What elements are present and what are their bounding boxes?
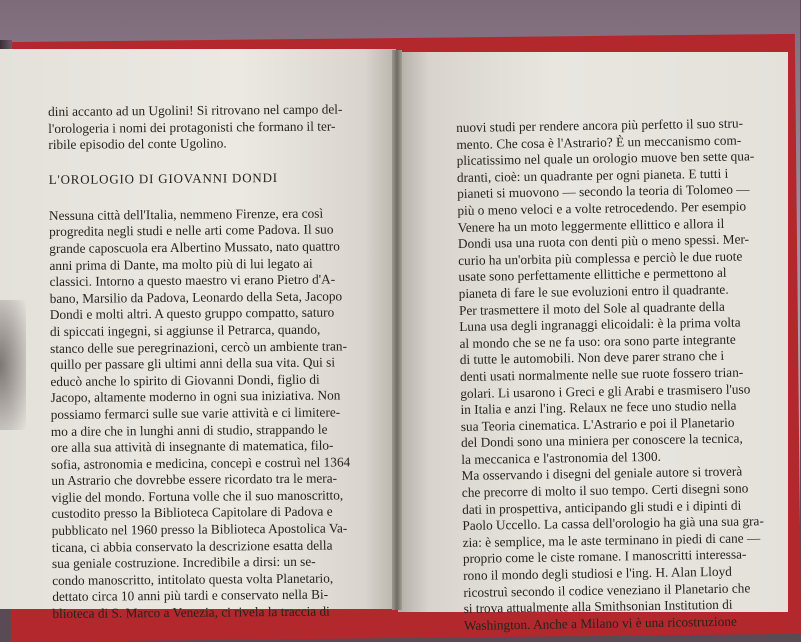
text-line: possiamo fermarci sulle sue varie attività e ci limitere- <box>50 404 341 422</box>
text-line: in Italia e anzi l'ing. Relaux ne fece uno studio nella <box>460 397 737 418</box>
text-line: pubblicato nel 1960 presso la Biblioteca Apostolica Va- <box>51 520 348 539</box>
text-line: dini accanto ad un Ugolini! Si ritrovano nel campo del- <box>48 101 343 119</box>
text-line: stanco delle sue peregrinazioni, cercò un ambiente tran- <box>50 337 348 356</box>
text-line: usate sono perfettamente ellittiche e permettono al <box>458 265 727 285</box>
text-line: ore alla sua attività di insegnante di matematica, filo- <box>50 437 334 456</box>
text-line: educò anche lo spirito di Giovanni Dondi, figlio di <box>50 371 320 389</box>
text-line: curio ha un'orbita più complessa e perciò le due ruote <box>458 248 743 268</box>
text-line: progredita negli studi e nelle arti come Padova. Il suo <box>49 221 334 240</box>
text-line: zia: è semplice, ma le aste terminano in piedi di cane — <box>462 530 761 550</box>
text-line: di tutte le automobili. Non deve parer strano che i <box>459 348 725 368</box>
text-line: pianeti si muovono — secondo la teoria di Tolomeo — <box>457 181 750 202</box>
text-line: di spiccati ingegni, si aggiunse il Petrarca, quando, <box>49 321 321 339</box>
text-line: sua Teoria cinematica. L'Astrario e poi il Planetario <box>460 414 735 434</box>
text-line: pianeta di fare le sue evoluzioni entro il quadrante. <box>458 281 729 301</box>
text-line: ribile episodio del conte Ugolino. <box>48 135 227 153</box>
text-line: ricostruì secondo il codice veneziano il Planetario che <box>463 580 751 600</box>
text-line: si trova attualmente alla Smithsonian Institution di <box>463 596 733 617</box>
text-line: dranti, cioè: un quadrante per ogni pianeta. E tutti i <box>456 165 729 185</box>
text-line: Ma osservando i disegni del geniale autore si troverà <box>461 464 743 484</box>
text-line: che precorre di molto il suo tempo. Certi disegni sono <box>461 480 749 501</box>
text-line: quillo per passare gli ultimi anni della sua vita. Qui si <box>50 354 336 373</box>
text-line: golari. Li usarono i Greci e gli Arabi e trasmisero l'uso <box>460 380 751 401</box>
text-line: Paolo Uccello. La cassa dell'orologio ha già una sua gra- <box>462 513 764 534</box>
text-line: bano, Marsilio da Padova, Leonardo della Seta, Jacopo <box>49 288 343 306</box>
text-line: più o meno veloci e a volte retrocedendo. Per esempio <box>457 198 747 218</box>
text-line: denti usati normalmente nelle sue ruote fossero trian- <box>459 364 744 384</box>
text-line: blioteca di S. Marco a Venezia, ci rivela la traccia di <box>52 603 330 622</box>
text-line: del Dondi sono una miniera per conoscere la tecnica, <box>460 430 743 451</box>
text-line: Nessuna città dell'Italia, nemmeno Firenze, era così <box>48 205 324 223</box>
text-line: l'orologeria i nomi dei protagonisti che formano il ter- <box>48 118 336 136</box>
text-line: nuovi studi per rendere ancora più perfetto il suo stru- <box>456 115 744 135</box>
text-line: custodito presso la Biblioteca Capitolare di Padova e <box>51 504 333 522</box>
text-line: classici. Intorno a questo maestro vi erano Pietro d'A- <box>49 271 336 290</box>
text-line: dati in prospettiva, anticipando gli studi e i dipinti di <box>461 497 742 517</box>
book-gutter <box>392 50 402 610</box>
section-title: L'OROLOGIO DI GIOVANNI DONDI <box>48 169 278 187</box>
text-line: anni prima di Dante, ma molto più di lui legato ai <box>49 255 313 273</box>
text-line: la meccanica e l'astronomia del 1300. <box>461 448 661 467</box>
text-line: grande caposcuola era Albertino Mussato, nato quattro <box>49 238 340 256</box>
text-line: plicatissimo nel quale un orologio muove ben sette qua- <box>456 148 755 169</box>
text-line: al mondo che se ne fa uso: ora sono parte integrante <box>459 331 736 351</box>
text-line: viglie del mondo. Fortuna volle che il suo manoscritto, <box>51 487 344 505</box>
text-line: ticana, ci abbia conservato la descrizione esatta della <box>51 537 333 555</box>
text-line: Per trasmettere il moto del Sole al quadrante della <box>458 298 725 318</box>
text-line: mo a dire che in lunghi anni di studio, strappando le <box>50 421 328 439</box>
text-line: sofia, astronomia e medicina, concepì e costruì nel 1364 <box>51 454 351 472</box>
text-line: rono il mondo degli studiosi e l'ing. H. Alan Lloyd <box>463 563 732 583</box>
text-line: Dondi usa una ruota con denti più o meno spessi. Mer- <box>457 231 750 252</box>
text-line: mento. Che cosa è l'Astrario? È un meccanismo com- <box>456 132 742 152</box>
text-line: Jacopo, altamente moderno in ogni sua iniziativa. Non <box>50 387 341 406</box>
text-line: condo manoscritto, intitolato questa volta Planetario, <box>52 570 334 588</box>
text-line: Luna usa degli ingranaggi elicoidali: è la prima volta <box>459 314 741 335</box>
left-page-text <box>48 101 352 622</box>
text-line: sua geniale costruzione. Incredibile a dirsi: un se- <box>51 553 316 572</box>
right-page-text <box>456 115 766 634</box>
text-line: Venere ha un moto leggermente ellittico e allora il <box>457 215 725 235</box>
finger-shadow <box>0 300 26 430</box>
text-line: Washington. Anche a Milano vi è una ricostruzione <box>463 613 737 633</box>
text-line: dettato circa 10 anni più tardi e conservato nella Bi- <box>52 587 329 605</box>
text-line: un Astrario che dovrebbe essere ricordato tra le mera- <box>51 470 338 489</box>
text-line: Dondi e molti altri. A questo gruppo compatto, saturo <box>49 304 335 323</box>
text-line: proprio come le ciste romane. I manoscritti interessa- <box>462 546 747 567</box>
